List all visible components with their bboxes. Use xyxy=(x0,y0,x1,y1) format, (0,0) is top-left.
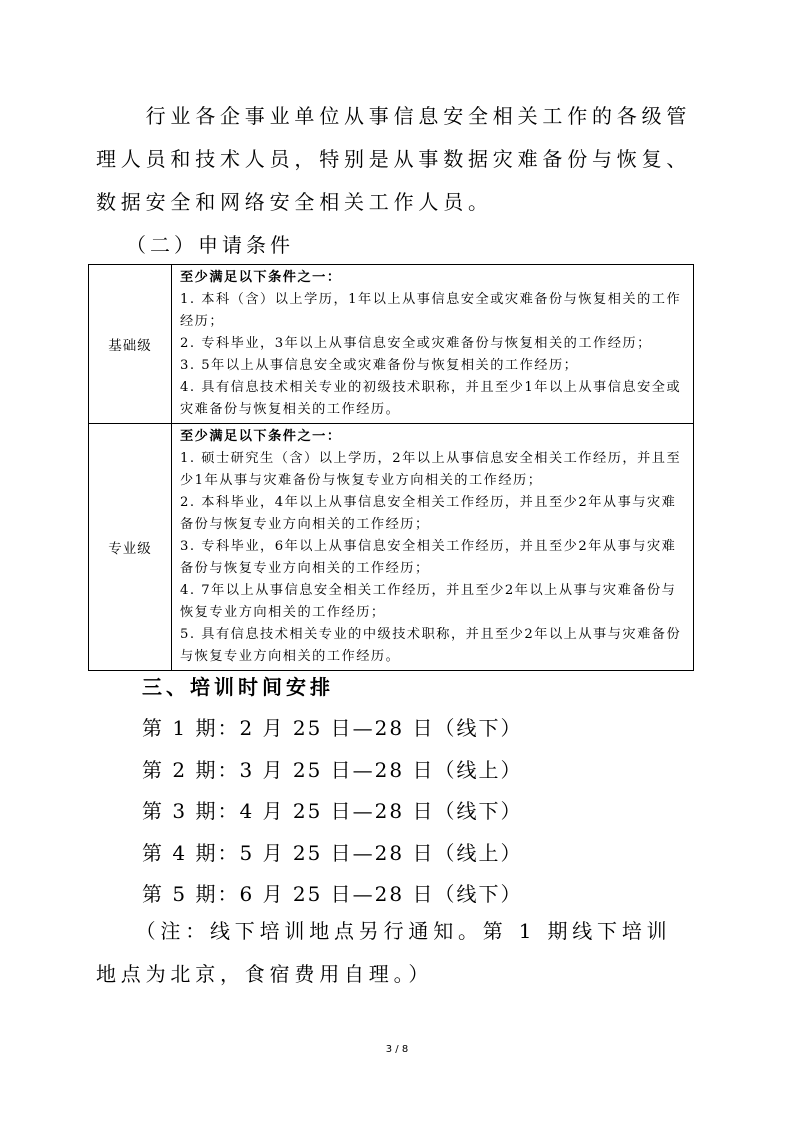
condition-item: 5. 具有信息技术相关专业的中级技术职称，并且至少2年以上从事与灾难备份与恢复专业方向相关的工作经历。 xyxy=(180,627,682,664)
level-cell-basic: 基础级 xyxy=(89,265,172,424)
table-row xyxy=(89,265,694,424)
schedule-item-5: 第 5 期：6 月 25 日—28 日（线下） xyxy=(142,882,523,906)
schedule-item-2: 第 2 期：3 月 25 日—28 日（线上） xyxy=(142,758,523,782)
condition-item: 3. 5年以上从事信息安全或灾难备份与恢复相关的工作经历； xyxy=(180,358,579,373)
table-row xyxy=(89,424,694,671)
intro-paragraph: 行业各企事业单位从事信息安全相关工作的各级管理人员和技术人员，特别是从事数据灾难备份与恢复、数据安全和网络安全相关工作人员。 xyxy=(96,104,692,214)
condition-item: 4. 7年以上从事信息安全相关工作经历，并且至少2年以上从事与灾难备份与恢复专业方向相关的工作经历； xyxy=(180,583,677,620)
level-cell-professional: 专业级 xyxy=(89,424,172,671)
conditions-cell-professional xyxy=(172,424,694,671)
condition-item: 1. 本科（含）以上学历，1年以上从事信息安全或灾难备份与恢复相关的工作经历； xyxy=(180,292,682,329)
schedule-item-3: 第 3 期：4 月 25 日—28 日（线下） xyxy=(142,799,523,823)
conditions-table xyxy=(88,264,694,671)
condition-item: 2. 专科毕业，3年以上从事信息安全或灾难备份与恢复相关的工作经历； xyxy=(180,336,652,351)
condition-item: 3. 专科毕业，6年以上从事信息安全相关工作经历，并且至少2年从事与灾难备份与恢复专业方向相关的工作经历； xyxy=(180,539,677,576)
condition-item: 4. 具有信息技术相关专业的初级技术职称，并且至少1年以上从事信息安全或灾难备份与恢复相关的工作经历。 xyxy=(180,380,682,417)
condition-item: 1. 硕士研究生（含）以上学历，2年以上从事信息安全相关工作经历，并且至少1年从事与灾难备份与恢复专业方向相关的工作经历； xyxy=(180,451,682,488)
note-paragraph: （注：线下培训地点另行通知。第 1 期线下培训地点为北京，食宿费用自理。） xyxy=(96,919,672,986)
conditions-cell-basic xyxy=(172,265,694,424)
condition-item: 2. 本科毕业，4年以上从事信息安全相关工作经历，并且至少2年从事与灾难备份与恢复专业方向相关的工作经历； xyxy=(180,495,677,532)
section-heading-application-conditions: （二）申请条件 xyxy=(126,233,294,257)
conditions-title: 至少满足以下条件之一： xyxy=(180,270,342,285)
schedule-item-1: 第 1 期：2 月 25 日—28 日（线下） xyxy=(142,716,523,740)
schedule-item-4: 第 4 期：5 月 25 日—28 日（线上） xyxy=(142,841,523,865)
conditions-title: 至少满足以下条件之一： xyxy=(180,429,342,444)
section-heading-training-schedule: 三、培训时间安排 xyxy=(142,675,334,699)
page-number: 3 / 8 xyxy=(385,1044,409,1055)
